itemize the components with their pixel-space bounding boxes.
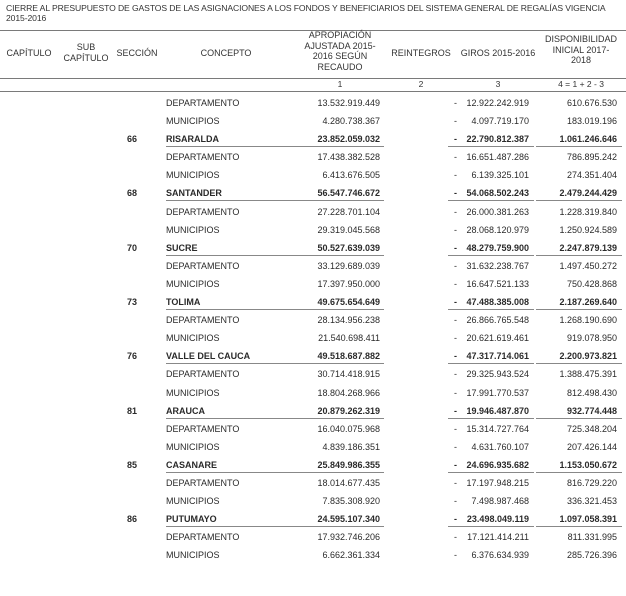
row-concepto: DEPARTAMENTO — [166, 98, 240, 108]
row-reintegros: - — [454, 278, 457, 289]
row-apropiacion: 28.134.956.238 — [317, 315, 380, 326]
row-disponibilidad: 2.200.973.821 — [559, 351, 617, 362]
row-reintegros: - — [454, 477, 457, 488]
header-apropiacion-line2: AJUSTADA 2015- — [304, 40, 376, 51]
row-concepto: DEPARTAMENTO — [166, 532, 240, 543]
subtotal-underline — [536, 146, 622, 147]
table-row — [0, 257, 626, 275]
table-row — [0, 293, 626, 311]
row-apropiacion: 17.438.382.528 — [317, 152, 380, 163]
row-giros: 12.922.242.919 — [466, 98, 529, 108]
subtotal-underline — [166, 363, 306, 364]
row-apropiacion: 18.014.677.435 — [317, 477, 380, 488]
subtotal-underline — [536, 418, 622, 419]
row-concepto: RISARALDA — [166, 134, 219, 145]
subtotal-underline — [448, 309, 534, 310]
row-apropiacion: 17.397.950.000 — [317, 278, 380, 289]
row-concepto: VALLE DEL CAUCA — [166, 351, 251, 362]
row-apropiacion: 30.714.418.915 — [317, 369, 380, 380]
row-giros: 20.621.619.461 — [466, 333, 529, 344]
row-apropiacion: 24.595.107.340 — [317, 514, 380, 525]
row-disponibilidad: 1.250.924.589 — [559, 224, 617, 235]
subtotal-underline — [448, 418, 534, 419]
subtotal-underline — [296, 472, 384, 473]
row-giros: 6.376.634.939 — [471, 550, 529, 561]
row-concepto: MUNICIPIOS — [166, 441, 220, 452]
row-disponibilidad: 207.426.144 — [566, 441, 617, 452]
row-giros: 7.498.987.468 — [471, 496, 529, 507]
table-row — [0, 184, 626, 202]
row-reintegros: - — [454, 134, 457, 145]
subtotal-underline — [536, 526, 622, 527]
table-row — [0, 239, 626, 257]
row-reintegros: - — [454, 315, 457, 326]
table-row — [0, 329, 626, 347]
row-disponibilidad: 183.019.196 — [566, 116, 617, 127]
row-concepto: MUNICIPIOS — [166, 170, 220, 181]
subtotal-underline — [448, 472, 534, 473]
row-reintegros: - — [454, 116, 457, 127]
row-seccion: 76 — [126, 351, 137, 362]
table-row — [0, 148, 626, 166]
row-reintegros: - — [454, 369, 457, 380]
table-row — [0, 94, 626, 112]
row-giros: 48.279.759.900 — [466, 242, 529, 253]
row-disponibilidad: 610.676.530 — [566, 98, 617, 108]
subtotal-underline — [296, 526, 384, 527]
row-disponibilidad: 2.479.244.429 — [559, 188, 617, 199]
subtotal-underline — [166, 309, 306, 310]
subtotal-underline — [296, 309, 384, 310]
row-giros: 16.651.487.286 — [466, 152, 529, 163]
row-concepto: DEPARTAMENTO — [166, 260, 240, 271]
table-row — [0, 384, 626, 402]
header-subcapitulo-line1: SUB — [76, 42, 96, 52]
row-giros: 29.325.943.524 — [466, 369, 529, 380]
table-row — [0, 311, 626, 329]
row-giros: 6.139.325.101 — [471, 170, 529, 181]
row-giros: 24.696.935.682 — [466, 459, 529, 470]
row-reintegros: - — [454, 333, 457, 344]
row-reintegros: - — [454, 351, 457, 362]
row-disponibilidad: 786.895.242 — [566, 152, 617, 163]
row-apropiacion: 25.849.986.355 — [317, 459, 380, 470]
subtotal-underline — [448, 255, 534, 256]
table-row — [0, 528, 626, 546]
row-disponibilidad: 1.097.058.391 — [559, 514, 617, 525]
row-reintegros: - — [454, 423, 457, 434]
row-reintegros: - — [454, 405, 457, 416]
header-concepto: CONCEPTO — [200, 48, 252, 58]
row-disponibilidad: 1.497.450.272 — [559, 260, 617, 271]
table-row — [0, 510, 626, 528]
table-row — [0, 130, 626, 148]
subtotal-underline — [166, 526, 306, 527]
row-concepto: TOLIMA — [166, 297, 201, 308]
table-row — [0, 365, 626, 383]
row-reintegros: - — [454, 170, 457, 181]
row-seccion: 68 — [126, 188, 137, 199]
subtotal-underline — [166, 200, 306, 201]
header-subcapitulo — [60, 42, 112, 63]
row-concepto: CASANARE — [166, 459, 218, 470]
row-concepto: PUTUMAYO — [166, 514, 217, 525]
row-concepto: DEPARTAMENTO — [166, 423, 240, 434]
subtotal-underline — [536, 363, 622, 364]
row-giros: 28.068.120.979 — [466, 224, 529, 235]
row-concepto: MUNICIPIOS — [166, 387, 220, 398]
table-row — [0, 420, 626, 438]
row-concepto: SANTANDER — [166, 188, 222, 199]
row-reintegros: - — [454, 152, 457, 163]
subtotal-underline — [536, 472, 622, 473]
column-number-row — [0, 79, 626, 91]
subtotal-underline — [536, 200, 622, 201]
row-disponibilidad: 812.498.430 — [566, 387, 617, 398]
row-disponibilidad: 811.331.995 — [567, 532, 617, 543]
row-disponibilidad: 1.153.050.672 — [559, 459, 617, 470]
row-concepto: DEPARTAMENTO — [166, 477, 240, 488]
row-concepto: MUNICIPIOS — [166, 224, 220, 235]
row-concepto: MUNICIPIOS — [166, 333, 220, 344]
row-reintegros: - — [454, 188, 457, 199]
row-giros: 4.631.760.107 — [471, 441, 529, 452]
row-concepto: DEPARTAMENTO — [166, 315, 240, 326]
row-reintegros: - — [454, 532, 457, 543]
header-seccion: SECCIÓN — [116, 48, 158, 58]
row-giros: 16.647.521.133 — [466, 278, 529, 289]
table-row — [0, 166, 626, 184]
document-title: CIERRE AL PRESUPUESTO DE GASTOS DE LAS ASIGNACIONES A LOS FONDOS Y BENEFICIARIOS DEL SISTEMA GENERAL DE REGALÍAS VIGENCIA 2015-2016 — [6, 3, 606, 23]
row-giros: 17.121.414.211 — [467, 532, 529, 543]
subtotal-underline — [166, 418, 306, 419]
row-apropiacion: 49.675.654.649 — [317, 297, 380, 308]
subtotal-underline — [166, 146, 306, 147]
table-row — [0, 546, 626, 564]
header-bottom-rule — [0, 91, 626, 92]
row-reintegros: - — [454, 441, 457, 452]
table-row — [0, 203, 626, 221]
row-apropiacion: 4.839.186.351 — [322, 441, 380, 452]
row-concepto: DEPARTAMENTO — [166, 369, 240, 380]
header-apropiacion-line4: RECAUDO — [317, 61, 363, 72]
subtotal-underline — [536, 255, 622, 256]
table-row — [0, 112, 626, 130]
subtotal-underline — [448, 200, 534, 201]
header-disponibilidad-line3: 2018 — [570, 55, 592, 65]
row-seccion: 81 — [126, 405, 137, 416]
row-apropiacion: 16.040.075.968 — [317, 423, 380, 434]
subtotal-underline — [296, 418, 384, 419]
row-apropiacion: 6.413.676.505 — [322, 170, 380, 181]
row-giros: 31.632.238.767 — [466, 260, 529, 271]
row-apropiacion: 21.540.698.411 — [318, 333, 380, 344]
row-disponibilidad: 1.061.246.646 — [559, 134, 617, 145]
header-capitulo: CAPÍTULO — [6, 48, 52, 58]
row-disponibilidad: 725.348.204 — [566, 423, 617, 434]
row-apropiacion: 56.547.746.672 — [317, 188, 380, 199]
row-apropiacion: 49.518.687.882 — [317, 351, 380, 362]
row-reintegros: - — [454, 242, 457, 253]
header-disponibilidad — [540, 34, 622, 66]
row-apropiacion: 4.280.738.367 — [322, 116, 380, 127]
subtotal-underline — [166, 472, 306, 473]
column-number-4: 4 = 1 + 2 - 3 — [558, 79, 604, 89]
row-giros: 54.068.502.243 — [466, 188, 529, 199]
row-apropiacion: 17.932.746.206 — [317, 532, 380, 543]
row-disponibilidad: 2.247.879.139 — [559, 242, 617, 253]
table-row — [0, 438, 626, 456]
row-giros: 47.488.385.008 — [466, 297, 529, 308]
subtotal-underline — [296, 200, 384, 201]
subtotal-underline — [296, 255, 384, 256]
row-seccion: 70 — [126, 242, 137, 253]
header-giros: GIROS 2015-2016 — [460, 48, 536, 58]
row-giros: 17.197.948.215 — [466, 477, 529, 488]
row-apropiacion: 6.662.361.334 — [322, 550, 380, 561]
table-row — [0, 221, 626, 239]
row-reintegros: - — [454, 387, 457, 398]
row-giros: 19.946.487.870 — [466, 405, 529, 416]
row-reintegros: - — [454, 297, 457, 308]
row-disponibilidad: 816.729.220 — [566, 477, 617, 488]
subtotal-underline — [296, 363, 384, 364]
header-subcapitulo-line2: CAPÍTULO — [63, 52, 109, 63]
row-giros: 22.790.812.387 — [466, 134, 529, 145]
row-seccion: 85 — [126, 459, 137, 470]
row-apropiacion: 20.879.262.319 — [317, 405, 380, 416]
row-giros: 47.317.714.061 — [466, 351, 529, 362]
row-disponibilidad: 336.321.453 — [566, 496, 617, 507]
row-disponibilidad: 919.078.950 — [566, 333, 617, 344]
row-disponibilidad: 1.388.475.391 — [559, 369, 617, 380]
row-apropiacion: 18.804.268.966 — [317, 387, 380, 398]
row-disponibilidad: 932.774.448 — [566, 405, 617, 416]
row-reintegros: - — [454, 260, 457, 271]
row-concepto: DEPARTAMENTO — [166, 152, 240, 163]
row-reintegros: - — [454, 224, 457, 235]
row-concepto: SUCRE — [166, 242, 198, 253]
row-giros: 26.000.381.263 — [466, 206, 529, 217]
row-apropiacion: 33.129.689.039 — [317, 260, 380, 271]
table-row — [0, 347, 626, 365]
row-apropiacion: 13.532.919.449 — [317, 98, 380, 108]
row-concepto: DEPARTAMENTO — [166, 206, 240, 217]
table-row — [0, 474, 626, 492]
row-apropiacion: 50.527.639.039 — [317, 242, 380, 253]
row-concepto: MUNICIPIOS — [166, 550, 220, 561]
table-row — [0, 402, 626, 420]
row-disponibilidad: 285.726.396 — [566, 550, 617, 561]
table-row — [0, 456, 626, 474]
row-apropiacion: 29.319.045.568 — [317, 224, 380, 235]
row-apropiacion: 27.228.701.104 — [317, 206, 380, 217]
header-apropiacion — [296, 30, 384, 72]
table-row — [0, 275, 626, 293]
header-apropiacion-line1: APROPIACIÓN — [308, 30, 372, 40]
row-reintegros: - — [454, 98, 457, 108]
column-number-2: 2 — [418, 79, 424, 89]
row-concepto: ARAUCA — [166, 405, 205, 416]
row-disponibilidad: 274.351.404 — [566, 170, 617, 181]
header-disponibilidad-line1: DISPONIBILIDAD — [544, 34, 618, 44]
column-number-1: 1 — [337, 79, 343, 89]
subtotal-underline — [448, 526, 534, 527]
row-giros: 15.314.727.764 — [466, 423, 529, 434]
row-apropiacion: 23.852.059.032 — [317, 134, 380, 145]
row-reintegros: - — [454, 206, 457, 217]
row-reintegros: - — [454, 459, 457, 470]
column-number-3: 3 — [495, 79, 501, 89]
row-concepto: MUNICIPIOS — [166, 496, 220, 507]
table-body — [0, 94, 626, 564]
row-giros: 26.866.765.548 — [466, 315, 529, 326]
subtotal-underline — [448, 146, 534, 147]
row-giros: 17.991.770.537 — [466, 387, 529, 398]
row-reintegros: - — [454, 514, 457, 525]
header-apropiacion-line3: 2016 SEGÚN — [312, 51, 368, 61]
table-row — [0, 492, 626, 510]
row-seccion: 73 — [126, 297, 137, 308]
row-concepto: MUNICIPIOS — [166, 278, 220, 289]
row-giros: 23.498.049.119 — [466, 514, 529, 525]
header-reintegros: REINTEGROS — [391, 48, 451, 58]
row-disponibilidad: 1.228.319.840 — [559, 206, 617, 217]
subtotal-underline — [536, 309, 622, 310]
row-disponibilidad: 750.428.868 — [566, 278, 617, 289]
row-apropiacion: 7.835.308.920 — [322, 496, 380, 507]
row-giros: 4.097.719.170 — [471, 116, 529, 127]
row-disponibilidad: 1.268.190.690 — [559, 315, 617, 326]
row-reintegros: - — [454, 496, 457, 507]
row-reintegros: - — [454, 550, 457, 561]
row-disponibilidad: 2.187.269.640 — [559, 297, 617, 308]
header-disponibilidad-line2: INICIAL 2017- — [552, 44, 610, 55]
subtotal-underline — [448, 363, 534, 364]
row-seccion: 86 — [126, 514, 137, 525]
row-concepto: MUNICIPIOS — [166, 116, 220, 127]
row-seccion: 66 — [126, 134, 137, 145]
subtotal-underline — [166, 255, 306, 256]
subtotal-underline — [296, 146, 384, 147]
